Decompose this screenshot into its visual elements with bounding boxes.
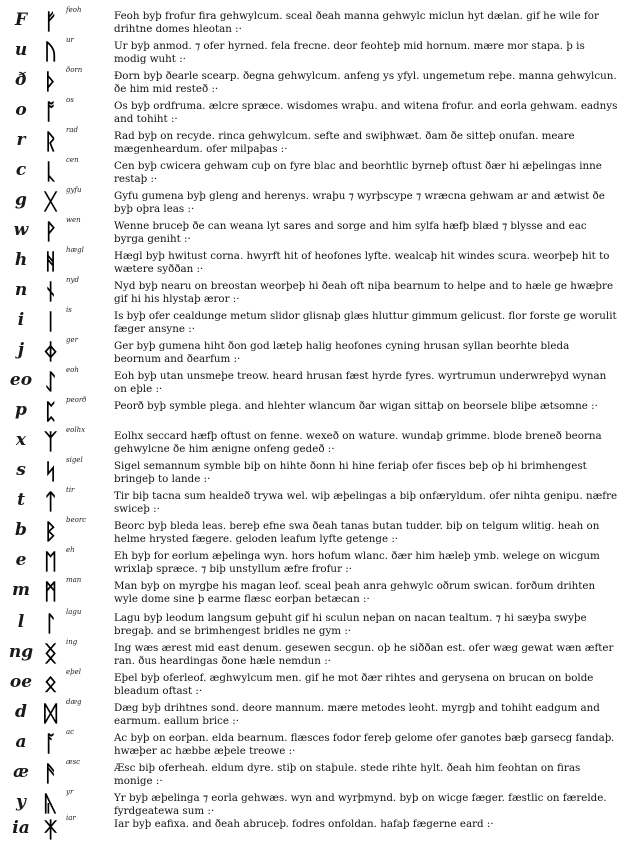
rune-entry xyxy=(0,126,624,160)
rune-entry xyxy=(0,336,624,370)
rune-entry xyxy=(0,486,624,520)
rune-entry xyxy=(0,6,624,40)
latin-letter: d xyxy=(15,702,27,722)
verse-text: Beorc byþ bleda leas. bereþ efne swa ðeah tanas butan tudder. biþ on telgum wlitig. heah on helme hrysted fægere. geloden leafum lyfte getenge :· xyxy=(114,520,600,545)
verse-text: Dæg byþ drihtnes sond. deore mannum. mære metodes leoht. myrgþ and tohiht eadgum and earmum. eallum brice :· xyxy=(114,702,600,727)
rune-entry xyxy=(0,186,624,220)
rune-entry xyxy=(0,36,624,70)
rune-name: ðorn xyxy=(66,66,83,74)
rune-glyph: ᚻ xyxy=(44,249,58,275)
rune-glyph: ᛋ xyxy=(44,459,58,485)
rune-name: ac xyxy=(66,728,75,736)
latin-letter: u xyxy=(14,40,28,60)
rune-glyph: ᚢ xyxy=(44,39,58,65)
verse-text: Man byþ on myrgþe his magan leof. sceal þeah anra gehwylc oðrum swican. forðum drihten wyle dome sine þ earme flæsc eorþan betæcan :· xyxy=(114,580,596,605)
rune-glyph: ᚹ xyxy=(44,219,58,245)
verse-text: Ing wæs ærest mid east denum. gesewen secgun. oþ he siððan est. ofer wæg gewat wæn æfter ran. ðus heardingas ðone hæle nemdun :· xyxy=(114,642,614,667)
rune-name: dæg xyxy=(66,698,82,706)
rune-name: eh xyxy=(66,546,75,554)
latin-letter: w xyxy=(13,220,29,240)
verse-text: Lagu byþ leodum langsum geþuht gif hi sculun neþan on nacan tealtum. ⁊ hi sæyþa swyþe bregaþ. and se brimhengest bridles ne gym :· xyxy=(114,612,587,637)
verse-text: Feoh byþ frofur fira gehwylcum. sceal ðeah manna gehwylc miclun hyt dælan. gif he wile for drihtne domes hleotan :· xyxy=(114,10,599,35)
verse-text: Peorð byþ symble plega. and hlehter wlancum ðar wigan sittaþ on beorsele bliþe ætsomne :· xyxy=(114,400,598,412)
rune-glyph: ᛏ xyxy=(44,489,58,515)
rune-glyph: ᛒ xyxy=(44,519,58,545)
rune-name: nyd xyxy=(66,276,79,284)
rune-glyph: ᛁ xyxy=(44,309,58,335)
rune-name: gyfu xyxy=(66,186,82,194)
rune-entry xyxy=(0,276,624,310)
verse-text: Ac byþ on eorþan. elda bearnum. flæsces fodor fereþ gelome ofer ganotes bæþ garsecg fandaþ. hwæþer ac hæbbe æþele treowe :· xyxy=(114,732,615,757)
rune-name: ger xyxy=(66,336,78,344)
rune-entry xyxy=(0,728,624,762)
rune-name: wen xyxy=(66,216,81,224)
rune-glyph: ᛇ xyxy=(44,369,58,395)
rune-glyph: ᚷ xyxy=(44,189,58,215)
rune-glyph: ᛡ xyxy=(44,817,58,843)
verse-text: Ðorn byþ ðearle scearp. ðegna gehwylcum. anfeng ys yfyl. ungemetum reþe. manna gehwylcun. ðe him mid resteð :· xyxy=(114,70,617,95)
latin-letter: j xyxy=(17,340,25,360)
rune-entry xyxy=(0,96,624,130)
rune-entry xyxy=(0,608,624,642)
rune-name: eoh xyxy=(66,366,79,374)
rune-name: man xyxy=(66,576,82,584)
rune-entry xyxy=(0,426,624,460)
verse-text: Nyd byþ nearu on breostan weorþeþ hi ðeah oft niþa bearnum to helpe and to hæle ge hwæþre gif hi his hlystaþ æror :· xyxy=(114,280,614,305)
rune-glyph: ᛞ xyxy=(44,701,58,727)
rune-name: cen xyxy=(66,156,79,164)
rune-glyph: ᛈ xyxy=(44,399,58,425)
latin-letter: e xyxy=(15,550,27,570)
verse-text: Rad byþ on recyde. rinca gehwylcum. sefte and swiþhwæt. ðam ðe sitteþ onufan. meare mægenheardum. ofer milpaþas :· xyxy=(114,130,575,155)
rune-glyph: ᚳ xyxy=(44,159,58,185)
verse-text: Is byþ ofer cealdunge metum slidor glisnaþ glæs hluttur gimmum gelicust. flor forste ge worulit fæger ansyne :· xyxy=(114,310,617,335)
rune-entry xyxy=(0,306,624,340)
rune-name: hægl xyxy=(66,246,84,254)
rune-name: sigel xyxy=(66,456,83,464)
verse-text: Eoh byþ utan unsmeþe treow. heard hrusan fæst hyrde fyres. wyrtrumun underwreþyd wynan on eþle :· xyxy=(114,370,607,395)
verse-text: Wenne bruceþ ðe can weana lyt sares and sorge and him sylfa hæfþ blæd ⁊ blysse and eac byrga geniht :· xyxy=(114,220,587,245)
latin-letter: ng xyxy=(8,642,34,662)
rune-entry xyxy=(0,758,624,792)
latin-letter: n xyxy=(14,280,28,300)
rune-name: eþel xyxy=(66,668,82,676)
rune-glyph: ᚩ xyxy=(44,99,58,125)
rune-entry xyxy=(0,516,624,550)
latin-letter: ð xyxy=(15,70,27,90)
rune-entry xyxy=(0,668,624,702)
latin-letter: x xyxy=(15,430,27,450)
rune-glyph: ᚾ xyxy=(44,279,58,305)
rune-entry xyxy=(0,546,624,580)
rune-entry xyxy=(0,814,624,843)
latin-letter: oe xyxy=(9,672,33,692)
latin-letter: g xyxy=(15,190,27,210)
latin-letter: æ xyxy=(13,762,29,782)
verse-text: Hægl byþ hwitust corna. hwyrft hit of heofones lyfte. wealcaþ hit windes scura. weorþeþ hit to wætere syððan :· xyxy=(114,250,610,275)
rune-entry xyxy=(0,216,624,250)
rune-glyph: ᚫ xyxy=(44,761,58,787)
verse-text: Iar byþ eafixa. and ðeah abruceþ. fodres onfoldan. hafaþ fægerne eard :· xyxy=(114,818,494,830)
rune-glyph: ᛉ xyxy=(44,429,58,455)
rune-name: tir xyxy=(66,486,75,494)
rune-entry xyxy=(0,396,624,430)
latin-letter: ia xyxy=(12,818,30,838)
rune-entry xyxy=(0,576,624,610)
rune-glyph: ᚪ xyxy=(44,731,58,757)
latin-letter: o xyxy=(15,100,27,120)
latin-letter: eo xyxy=(9,370,33,390)
latin-letter: y xyxy=(16,792,26,812)
rune-glyph: ᚱ xyxy=(44,129,58,155)
verse-text: Yr byþ æþelinga ⁊ eorla gehwæs. wyn and wyrþmynd. byþ on wicge fæger. fæstlic on færelde. fyrdgeatewa sum :· xyxy=(114,792,607,817)
rune-name: os xyxy=(66,96,74,104)
verse-text: Tir biþ tacna sum healdeð trywa wel. wiþ æþelingas a biþ onfæryldum. ofer nihta genipu. næfre swiceþ :· xyxy=(114,490,618,515)
rune-name: yr xyxy=(66,788,74,796)
rune-entry xyxy=(0,246,624,280)
verse-text: Os byþ ordfruma. ælcre spræce. wisdomes wraþu. and witena frofur. and eorla gehwam. eadnys and tohiht :· xyxy=(114,100,618,125)
rune-name: eolhx xyxy=(66,426,86,434)
rune-glyph: ᛗ xyxy=(44,579,58,605)
rune-entry xyxy=(0,638,624,672)
rune-name: æsc xyxy=(66,758,81,766)
rune-name: ing xyxy=(66,638,78,646)
rune-name: beorc xyxy=(66,516,87,524)
verse-text: Eh byþ for eorlum æþelinga wyn. hors hofum wlanc. ðær him hæleþ ymb. welege on wicgum wrixlaþ spræce. ⁊ biþ unstyllum æfre frofur :· xyxy=(114,550,600,575)
rune-name: iar xyxy=(66,814,76,822)
latin-letter: c xyxy=(15,160,27,180)
latin-letter: i xyxy=(17,310,25,330)
rune-entry xyxy=(0,698,624,732)
rune-entry xyxy=(0,366,624,400)
rune-glyph: ᛖ xyxy=(44,549,58,575)
verse-text: Eolhx seccard hæfþ oftust on fenne. wexeð on wature. wundaþ grimme. blode breneð beorna gehwylcne ðe him ænigne onfeng gedeð :· xyxy=(114,430,602,455)
verse-text: Æsc biþ oferheah. eldum dyre. stiþ on staþule. stede rihte hylt. ðeah him feohtan on firas monige :· xyxy=(114,762,581,787)
rune-glyph: ᛟ xyxy=(44,671,58,697)
verse-text: Cen byþ cwicera gehwam cuþ on fyre blac and beorhtlic byrneþ oftust ðær hi æþelingas inne restaþ :· xyxy=(114,160,602,185)
verse-text: Eþel byþ oferleof. æghwylcum men. gif he mot ðær rihtes and gerysena on brucan on bolde bleadum oftast :· xyxy=(114,672,594,697)
latin-letter: b xyxy=(15,520,27,540)
rune-name: lagu xyxy=(66,608,82,616)
rune-entry xyxy=(0,156,624,190)
verse-text: Ur byþ anmod. ⁊ ofer hyrned. fela frecne. deor feohteþ mid hornum. mære mor stapa. þ is modig wuht :· xyxy=(114,40,585,65)
latin-letter: r xyxy=(16,130,26,150)
verse-text: Gyfu gumena byþ gleng and herenys. wraþu ⁊ wyrþscype ⁊ wræcna gehwam ar and ætwist ðe byþ oþra leas :· xyxy=(114,190,605,215)
rune-name: ur xyxy=(66,36,74,44)
rune-name: rad xyxy=(66,126,79,134)
rune-glyph: ᚦ xyxy=(44,69,58,95)
rune-glyph: ᛚ xyxy=(44,611,58,637)
rune-glyph: ᛄ xyxy=(44,339,58,365)
latin-letter: s xyxy=(16,460,26,480)
latin-letter: l xyxy=(17,612,25,632)
rune-glyph: ᚠ xyxy=(44,9,58,35)
rune-entry xyxy=(0,66,624,100)
latin-letter: a xyxy=(15,732,27,752)
latin-letter: m xyxy=(12,580,30,600)
latin-letter: t xyxy=(17,490,25,510)
rune-name: feoh xyxy=(66,6,82,14)
latin-letter: p xyxy=(15,400,27,420)
latin-letter: h xyxy=(14,250,28,270)
rune-glyph: ᛝ xyxy=(44,641,58,667)
verse-text: Ger byþ gumena hiht ðon god læteþ halig heofones cyning hrusan syllan beorhte bleda beornum and ðearfum :· xyxy=(114,340,570,365)
rune-entry xyxy=(0,456,624,490)
rune-glyph: ᚣ xyxy=(44,791,58,817)
rune-name: is xyxy=(66,306,72,314)
rune-name: peorð xyxy=(66,396,87,404)
rune-entry xyxy=(0,788,624,818)
latin-letter: F xyxy=(14,10,28,30)
verse-text: Sigel semannum symble biþ on hihte ðonn hi hine feriaþ ofer fisces beþ oþ hi brimhengest bringeþ to lande :· xyxy=(114,460,587,485)
